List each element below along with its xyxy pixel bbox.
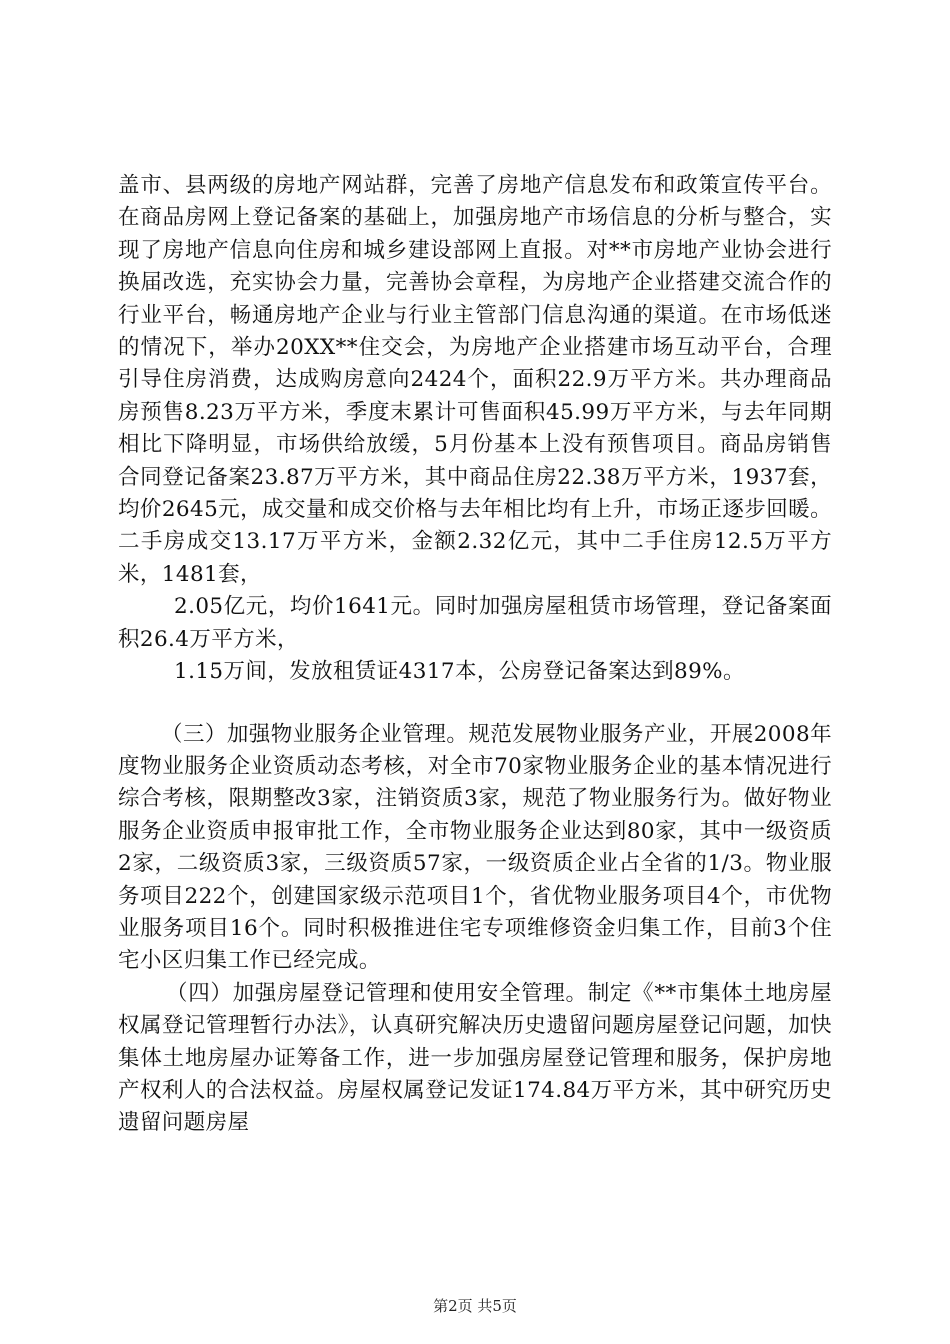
paragraph-price-summary: 2.05亿元，均价1641元。同时加强房屋租赁市场管理，登记备案面积26.4万平方米， xyxy=(118,594,832,652)
paragraph-rental-summary: 1.15万间，发放租赁证4317本，公房登记备案达到89%。 xyxy=(174,659,745,685)
paragraph-section-four: （四）加强房屋登记管理和使用安全管理。制定《**市集体土地房屋权属登记管理暂行办法》，认真研究解决历史遗留问题房屋登记问题，加快集体土地房屋办证筹备工作，进一步加强房屋登记管理和服务，保护房地产权利人的合法权益。房屋权属登记发证174.84万平方米，其中研究历史遗留问题房屋 xyxy=(118,980,832,1136)
document-body xyxy=(118,170,832,1140)
paragraph-section-three: （三）加强物业服务企业管理。规范发展物业服务产业，开展2008年度物业服务企业资质动态考核，对全市70家物业服务企业的基本情况进行综合考核，限期整改3家，注销资质3家，规范了物业服务行为。做好物业服务企业资质申报审批工作，全市物业服务企业达到80家，其中一级资质2家，二级资质3家，三级资质57家，一级资质企业占全省的1/3。物业服务项目222个，创建国家级示范项目1个，省优物业服务项目4个，市优物业服务项目16个。同时积极推进住宅专项维修资金归集工作，目前3个住宅小区归集工作已经完成。 xyxy=(118,721,832,974)
paragraph-continuation: 盖市、县两级的房地产网站群，完善了房地产信息发布和政策宣传平台。在商品房网上登记备案的基础上，加强房地产市场信息的分析与整合，实现了房地产信息向住房和城乡建设部网上直报。对**市房地产业协会进行换届改选，充实协会力量，完善协会章程，为房地产企业搭建交流合作的行业平台，畅通房地产企业与行业主管部门信息沟通的渠道。在市场低迷的情况下，举办20XX**住交会，为房地产企业搭建市场互动平台，合理引导住房消费，达成购房意向2424个，面积22.9万平方米。共办理商品房预售8.23万平方米，季度末累计可售面积45.99万平方米，与去年同期相比下降明显，市场供给放缓，5月份基本上没有预售项目。商品房销售合同登记备案23.87万平方米，其中商品住房22.38万平方米，1937套，均价2645元，成交量和成交价格与去年相比均有上升，市场正逐步回暖。二手房成交13.17万平方米，金额2.32亿元，其中二手住房12.5万平方米，1481套， xyxy=(118,173,832,587)
page-footer: 第2页 共5页 xyxy=(433,1297,517,1315)
